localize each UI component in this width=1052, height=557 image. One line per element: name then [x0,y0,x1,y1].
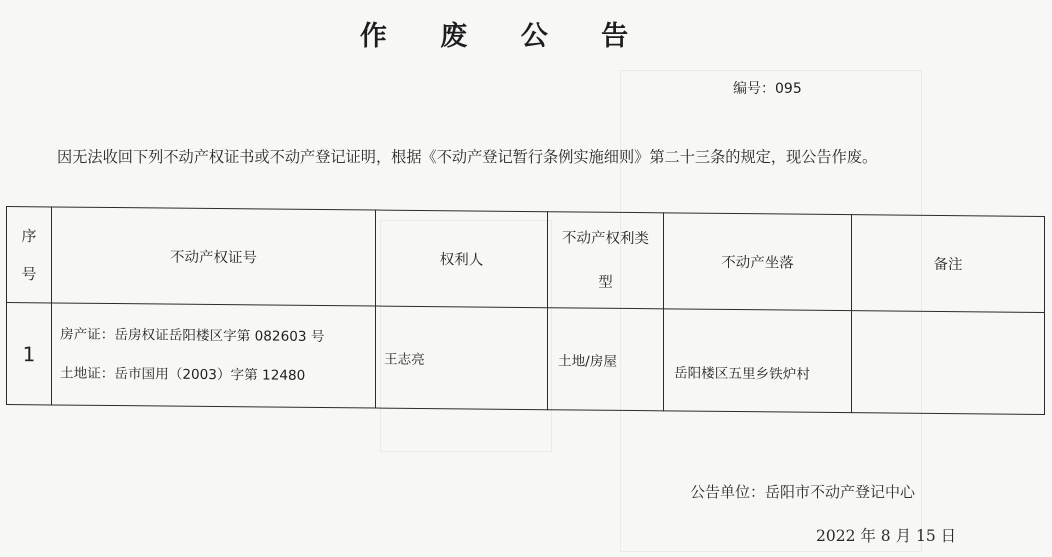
row-owner: 王志亮 [376,306,548,410]
row-cert-no [52,303,376,408]
header-remarks: 备注 [852,215,1045,313]
row-land-cert: 土地证：岳市国用（2003）字第 12480 [60,365,306,384]
header-owner: 权利人 [376,210,548,308]
intro-paragraph: 因无法收回下列不动产权证书或不动产登记证明，根据《不动产登记暂行条例实施细则》第二十三条的规定，现公告作废。 [57,148,878,166]
notice-title: 作 废 公 告 [359,21,651,52]
serial-value: 095 [775,81,802,97]
serial-number [733,78,802,98]
row-seq: 1 [7,303,52,405]
header-right-type-line2: 型 [598,274,613,291]
row-right-type: 土地/房屋 [548,308,664,411]
header-right-type-line1: 不动产权利类 [562,229,649,247]
table-header-row [7,207,1045,313]
serial-label: 编号： [733,81,775,97]
header-seq-line2: 号 [21,264,37,283]
void-certificates-table [6,206,1044,414]
header-location: 不动产坐落 [664,213,852,311]
header-seq-line1: 序 [21,226,37,245]
table-row [7,303,1045,415]
header-seq [7,207,52,303]
notice-date: 2022 年 8 月 15 日 [816,527,957,545]
row-location: 岳阳楼区五里乡铁炉村 [664,309,852,413]
issuer-line: 公告单位：岳阳市不动产登记中心 [690,483,916,501]
row-house-cert: 房产证：岳房权证岳阳楼区字第 082603 号 [60,326,325,346]
header-cert-no: 不动产权证号 [52,207,376,306]
row-remarks [852,311,1045,415]
header-right-type [548,212,664,309]
